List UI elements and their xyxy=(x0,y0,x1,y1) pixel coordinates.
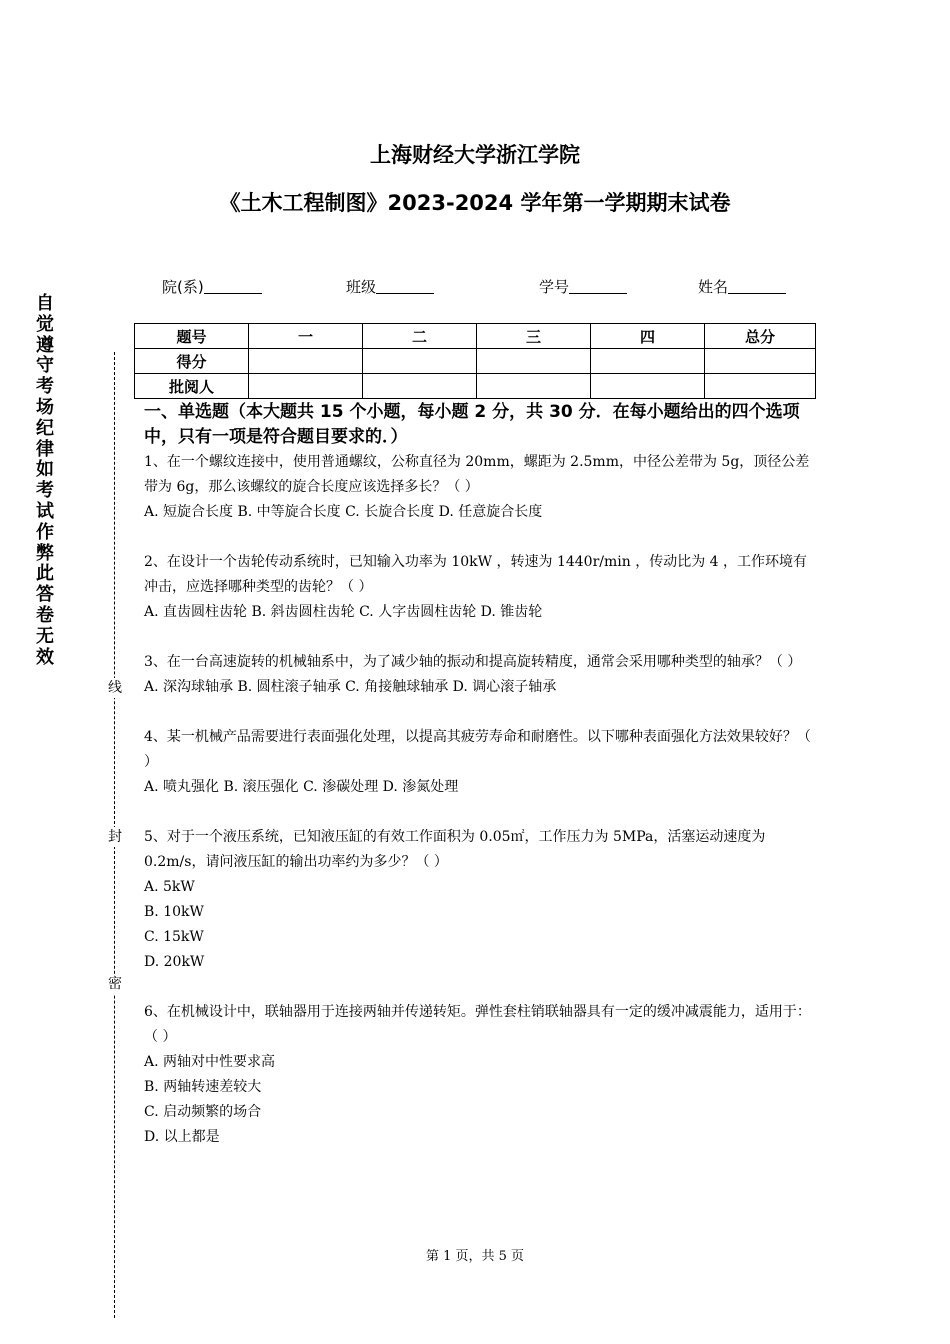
class-field[interactable] xyxy=(346,276,434,297)
option-b[interactable]: B. 10kW xyxy=(144,904,204,920)
question-options[interactable]: A. 短旋合长度 B. 中等旋合长度 C. 长旋合长度 D. 任意旋合长度 xyxy=(144,504,543,520)
question-options[interactable]: A. 喷丸强化 B. 滚压强化 C. 渗碳处理 D. 渗氮处理 xyxy=(144,779,459,795)
exam-discipline-warning xyxy=(33,294,57,668)
score-table-header-row xyxy=(135,324,816,349)
dept-label: 院(系) xyxy=(162,278,204,296)
warning-char: 效 xyxy=(36,646,54,668)
score-cell[interactable] xyxy=(705,349,816,374)
warning-char: 考 xyxy=(36,376,54,398)
option-b[interactable]: B. 两轴转速差较大 xyxy=(144,1079,262,1095)
warning-char: 遵 xyxy=(36,334,54,356)
score-cell[interactable] xyxy=(591,349,705,374)
student-id-label: 学号 xyxy=(539,278,570,296)
warning-char: 卷 xyxy=(36,604,54,626)
seal-mark-xian: 线 xyxy=(108,680,122,696)
grader-row xyxy=(135,374,816,399)
header-cell: 题号 xyxy=(135,324,249,349)
score-cell[interactable] xyxy=(477,349,591,374)
score-cell[interactable] xyxy=(249,349,363,374)
student-info-row xyxy=(0,276,950,300)
option-a[interactable]: A. 5kW xyxy=(144,879,195,895)
warning-char: 试 xyxy=(36,500,54,522)
dept-field[interactable] xyxy=(162,276,262,297)
option-d[interactable]: D. 20kW xyxy=(144,954,205,970)
header-cell: 二 xyxy=(363,324,477,349)
score-table xyxy=(134,323,816,399)
question-text: 1、在一个螺纹连接中，使用普通螺纹，公称直径为 20mm，螺距为 2.5mm，中径公差带为 5g，顶径公差带为 6g，那么该螺纹的旋合长度应该选择多长？（ ） xyxy=(144,454,810,495)
grader-cell[interactable] xyxy=(477,374,591,399)
warning-char: 答 xyxy=(36,584,54,606)
warning-char: 作 xyxy=(36,521,54,543)
name-blank[interactable] xyxy=(728,277,786,294)
grader-row-label: 批阅人 xyxy=(135,374,249,399)
question-options[interactable]: A. 深沟球轴承 B. 圆柱滚子轴承 C. 角接触球轴承 D. 调心滚子轴承 xyxy=(144,679,557,695)
warning-char: 弊 xyxy=(36,542,54,564)
question-5 xyxy=(144,825,816,975)
warning-char: 此 xyxy=(36,563,54,585)
warning-char: 律 xyxy=(36,438,54,460)
question-2 xyxy=(144,550,816,625)
option-d[interactable]: D. 以上都是 xyxy=(144,1129,220,1145)
exam-content xyxy=(144,400,816,1150)
grader-cell[interactable] xyxy=(249,374,363,399)
warning-char: 无 xyxy=(36,625,54,647)
question-text: 5、对于一个液压系统，已知液压缸的有效工作面积为 0.05㎡，工作压力为 5MPa，活塞运动速度为 0.2m/s，请问液压缸的输出功率约为多少？（ ） xyxy=(144,829,766,870)
grader-cell[interactable] xyxy=(591,374,705,399)
warning-char: 自 xyxy=(36,293,54,314)
warning-char: 纪 xyxy=(36,417,54,439)
option-a[interactable]: A. 两轴对中性要求高 xyxy=(144,1054,276,1070)
option-c[interactable]: C. 15kW xyxy=(144,929,204,945)
class-label: 班级 xyxy=(346,278,377,296)
header-cell: 一 xyxy=(249,324,363,349)
question-text: 2、在设计一个齿轮传动系统时，已知输入功率为 10kW ，转速为 1440r/min ，传动比为 4 ，工作环境有冲击，应选择哪种类型的齿轮？（ ） xyxy=(144,554,808,595)
question-1 xyxy=(144,450,816,525)
warning-char: 觉 xyxy=(36,313,54,335)
warning-char: 守 xyxy=(36,355,54,377)
seal-mark-feng: 封 xyxy=(108,829,122,845)
header-cell: 总分 xyxy=(705,324,816,349)
question-text: 6、在机械设计中，联轴器用于连接两轴并传递转矩。弹性套柱销联轴器具有一定的缓冲减震能力，适用于：（ ） xyxy=(144,1004,811,1045)
seal-mark-mi: 密 xyxy=(108,976,122,992)
exam-title: 《土木工程制图》2023-2024 学年第一学期期末试卷 xyxy=(219,191,731,215)
question-options[interactable]: A. 直齿圆柱齿轮 B. 斜齿圆柱齿轮 C. 人字齿圆柱齿轮 D. 锥齿轮 xyxy=(144,604,543,620)
grader-cell[interactable] xyxy=(363,374,477,399)
grader-cell[interactable] xyxy=(705,374,816,399)
option-c[interactable]: C. 启动频繁的场合 xyxy=(144,1104,262,1120)
question-6 xyxy=(144,1000,816,1150)
class-blank[interactable] xyxy=(376,277,434,294)
student-id-field[interactable] xyxy=(539,276,627,297)
score-cell[interactable] xyxy=(363,349,477,374)
header-cell: 三 xyxy=(477,324,591,349)
university-title: 上海财经大学浙江学院 xyxy=(370,143,580,167)
score-row-label: 得分 xyxy=(135,349,249,374)
name-label: 姓名 xyxy=(698,278,729,296)
warning-char: 场 xyxy=(36,396,54,418)
question-3 xyxy=(144,650,816,700)
question-4 xyxy=(144,725,816,800)
question-text: 4、某一机械产品需要进行表面强化处理，以提高其疲劳寿命和耐磨性。以下哪种表面强化方法效果较好？（ ） xyxy=(144,729,811,770)
header-cell: 四 xyxy=(591,324,705,349)
question-text: 3、在一台高速旋转的机械轴系中，为了减少轴的振动和提高旋转精度，通常会采用哪种类型的轴承？（ ） xyxy=(144,654,802,670)
name-field[interactable] xyxy=(698,276,786,297)
warning-char: 如 xyxy=(36,459,54,481)
page-number: 第 1 页，共 5 页 xyxy=(425,1249,525,1264)
dept-blank[interactable] xyxy=(204,277,262,294)
student-id-blank[interactable] xyxy=(569,277,627,294)
section-title: 一、单选题（本大题共 15 个小题，每小题 2 分，共 30 分．在每小题给出的四个选项中，只有一项是符合题目要求的．） xyxy=(144,402,800,447)
score-row xyxy=(135,349,816,374)
warning-char: 考 xyxy=(36,480,54,502)
